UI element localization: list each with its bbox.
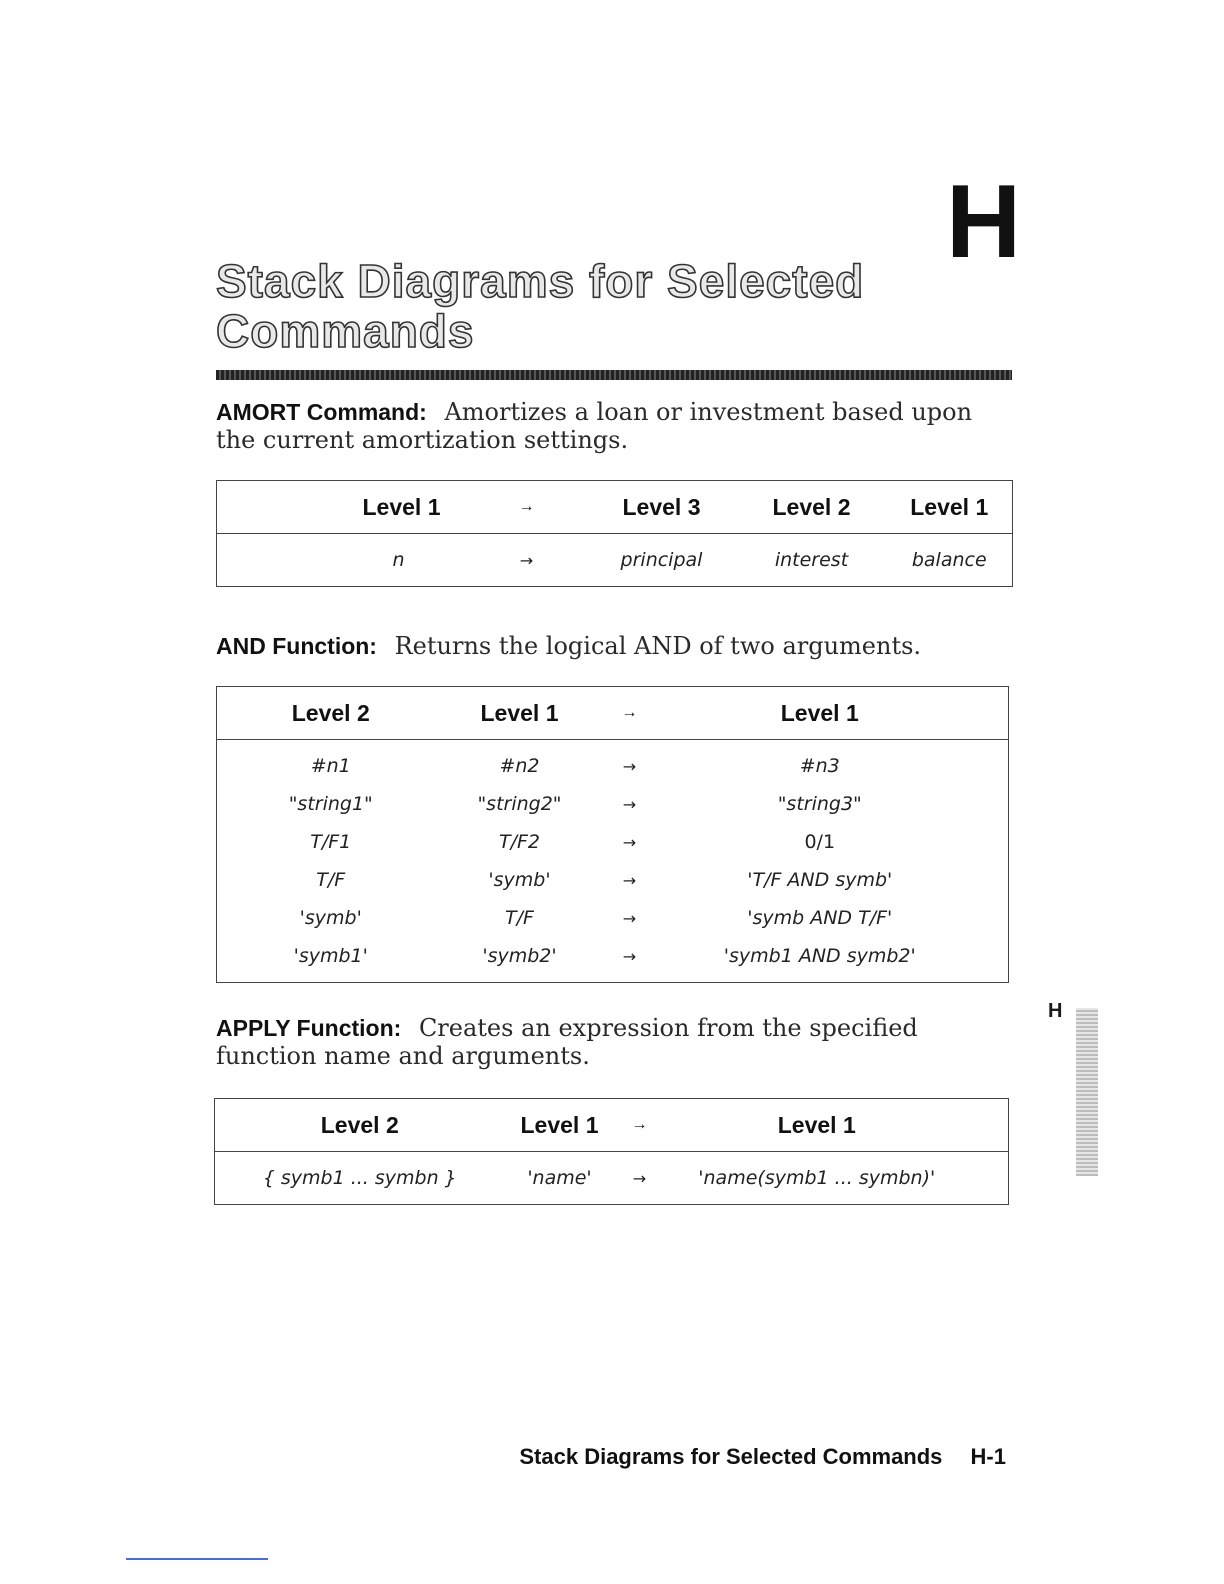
header-cell: Level 1: [887, 481, 1013, 534]
table-header-row: [217, 481, 1013, 534]
amort-command-name: AMORT Command:: [216, 399, 427, 425]
header-cell: Level 1: [505, 1099, 615, 1152]
cell: 'symb': [299, 907, 362, 929]
table-row: [217, 740, 1009, 786]
and-stack-table: [216, 686, 1009, 983]
apply-description: Creates an expression from the specified function name and arguments.: [216, 1014, 918, 1070]
chapter-letter: H: [946, 164, 1022, 280]
cell: { symb1 ... symbn }: [262, 1167, 457, 1189]
and-function-name: AND Function:: [216, 633, 377, 659]
table-row: [217, 899, 1009, 937]
cell: n: [392, 549, 405, 571]
arrow-cell: →: [622, 832, 637, 852]
cell: balance: [911, 549, 987, 571]
cell: #n1: [310, 755, 351, 777]
apply-section: [216, 1014, 996, 1070]
cell: #n3: [799, 755, 840, 777]
arrow-cell: →: [622, 908, 637, 928]
amort-section: [216, 398, 1006, 454]
table-row: [217, 534, 1013, 587]
side-tab-letter: H: [1048, 1000, 1063, 1022]
header-cell: Level 1: [217, 481, 467, 534]
page-title-line-2: Commands: [216, 305, 475, 357]
arrow-cell: →: [595, 687, 665, 740]
header-cell: Level 3: [587, 481, 737, 534]
page-number: H-1: [970, 1444, 1006, 1469]
apply-function-name: APPLY Function:: [216, 1015, 402, 1041]
cell: 'name': [527, 1167, 592, 1189]
cell: 'symb1 AND symb2': [723, 945, 916, 967]
page-title-line-1: Stack Diagrams for Selected: [216, 255, 865, 307]
cell: 'symb': [488, 869, 551, 891]
header-cell: Level 2: [215, 1099, 505, 1152]
cell: principal: [620, 549, 703, 571]
cell: T/F1: [310, 831, 352, 853]
amort-stack-table: [216, 480, 1013, 587]
header-cell: Level 1: [665, 1099, 1009, 1152]
title-rule: [216, 370, 1012, 380]
and-description: Returns the logical AND of two arguments.: [394, 632, 922, 660]
header-cell: Level 1: [665, 687, 1009, 740]
cell: 'symb1': [293, 945, 368, 967]
cell: "string1": [288, 793, 373, 815]
cell: 0/1: [804, 831, 836, 853]
cell: 'name(symb1 ... symbn)': [698, 1167, 936, 1189]
header-cell: Level 1: [445, 687, 595, 740]
bottom-edge-line: [126, 1558, 268, 1560]
cell: 'symb2': [482, 945, 557, 967]
cell: T/F2: [498, 831, 541, 853]
page-title: [216, 256, 916, 356]
footer-title: Stack Diagrams for Selected Commands: [519, 1444, 943, 1469]
cell: "string2": [477, 793, 562, 815]
arrow-cell: →: [622, 756, 637, 776]
and-section: [216, 632, 1006, 660]
arrow-cell: →: [622, 870, 637, 890]
table-row: [215, 1152, 1009, 1205]
arrow-cell: →: [622, 794, 637, 814]
table-row: [217, 785, 1009, 823]
apply-stack-table: [214, 1098, 1009, 1205]
table-row: [217, 937, 1009, 983]
cell: 'T/F AND symb': [747, 869, 893, 891]
amort-description: Amortizes a loan or investment based upon the current amortization settings.: [216, 398, 973, 454]
cell: T/F: [316, 869, 346, 891]
cell: T/F: [505, 907, 534, 929]
arrow-cell: →: [622, 946, 637, 966]
cell: interest: [774, 549, 849, 571]
table-header-row: [215, 1099, 1009, 1152]
header-cell: Level 2: [217, 687, 445, 740]
header-cell: Level 2: [737, 481, 887, 534]
cell: #n2: [499, 755, 540, 777]
table-row: [217, 861, 1009, 899]
side-tab-marker: [1076, 1008, 1098, 1176]
cell: "string3": [777, 793, 862, 815]
page-footer: [519, 1444, 1006, 1470]
table-header-row: [217, 687, 1009, 740]
table-row: [217, 823, 1009, 861]
arrow-cell: →: [519, 550, 534, 570]
arrow-cell: →: [467, 481, 587, 534]
arrow-cell: →: [615, 1099, 665, 1152]
arrow-cell: →: [632, 1168, 647, 1188]
cell: 'symb AND T/F': [747, 907, 893, 929]
